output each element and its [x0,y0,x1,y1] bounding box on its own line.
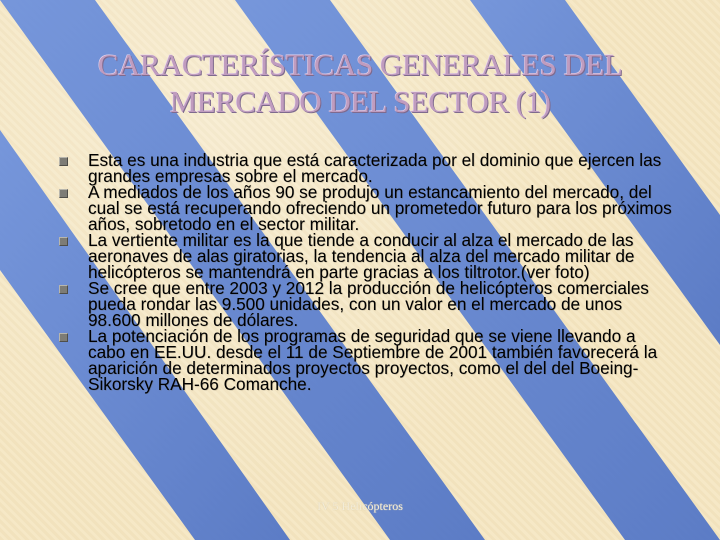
bullet-list [56,152,676,392]
bullet-text: Se cree que entre 2003 y 2012 la producción de helicópteros comerciales pueda rondar las 9.500 unidades, con un valor en el mercado de unos 98.600 millones de dólares. [88,278,649,330]
slide-title [40,46,680,120]
slide-footer: IV 5 Helicópteros [317,499,403,513]
square-bullet-icon [59,237,68,246]
square-bullet-icon [59,157,68,166]
bullet-text: La vertiente militar es la que tiende a conducir al alza el mercado de las aeronaves de alas giratorias, la tendencia al alza del mercado militar de helicópteros se mantendrá en parte gracias a los tiltrotor.(ver foto) [88,230,635,282]
square-bullet-icon [59,333,68,342]
bullet-text: A mediados de los años 90 se produjo un estancamiento del mercado, del cual se está recuperando ofreciendo un prometedor futuro para los próximos años, sobretodo en el sector militar. [88,182,672,234]
bullet-item [56,184,676,232]
bullet-item [56,152,676,184]
title-line-2: MERCADO DEL SECTOR (1) [169,84,551,119]
square-bullet-icon [59,189,68,198]
title-line-1: CARACTERÍSTICAS GENERALES DEL [97,47,623,82]
square-bullet-icon [59,285,68,294]
bullet-text: Esta es una industria que está caracterizada por el dominio que ejercen las grandes empresas sobre el mercado. [88,150,662,186]
bullet-item [56,280,676,328]
bullet-item [56,328,676,392]
bullet-item [56,232,676,280]
bullet-text: La potenciación de los programas de seguridad que se viene llevando a cabo en EE.UU. desde el 11 de Septiembre de 2001 también favorecerá la aparición de determinados proyectos proyectos, como el del del Boeing-Sikorsky RAH-66 Comanche. [88,326,658,394]
